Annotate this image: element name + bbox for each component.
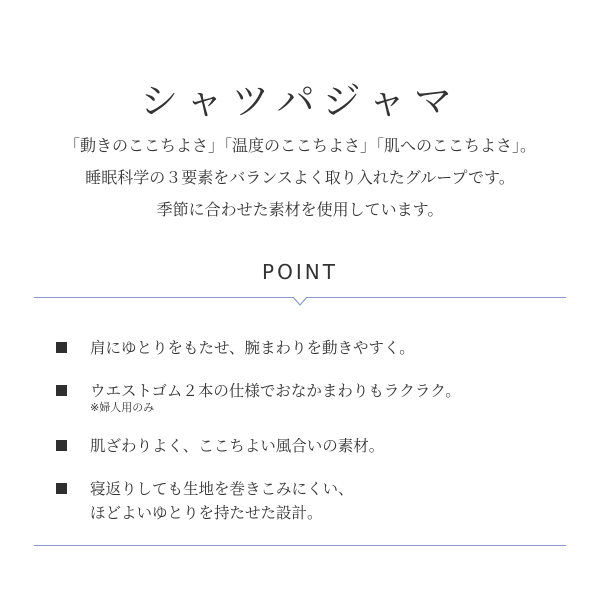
feature-list [56,336,566,544]
point-text: 寝返りしても生地を巻きこみにくい、 [90,480,354,498]
point-text: 肌ざわりよく、ここちよい風合いの素材。 [90,437,385,455]
point-note: ※婦人用のみ [90,401,155,414]
list-item [56,477,566,525]
list-item [56,434,566,458]
intro-text [0,130,600,226]
bottom-divider [34,545,566,546]
point-heading: POINT [262,260,338,284]
list-item [56,379,566,415]
point-text: ほどよいゆとりを持たせた設計。 [90,504,323,522]
point-text: ウエストゴム２本の仕様でおなかまわりもラクラク。 [90,382,461,400]
intro-line: 睡眠科学の３要素をバランスよく取り入れたグループです。 [85,168,515,187]
list-item [56,336,566,360]
divider-notch-icon [292,297,308,307]
page-title: シャツパジャマ [140,79,460,124]
point-text: 肩にゆとりをもたせ、腕まわりを動きやすく。 [90,339,415,357]
square-bullet-icon [56,342,67,353]
intro-line: 「動きのここちよさ」「温度のここちよさ」「肌へのここちよさ」。 [63,136,536,155]
square-bullet-icon [56,385,67,396]
intro-line: 季節に合わせた素材を使用しています。 [156,200,444,219]
square-bullet-icon [56,483,67,494]
square-bullet-icon [56,440,67,451]
